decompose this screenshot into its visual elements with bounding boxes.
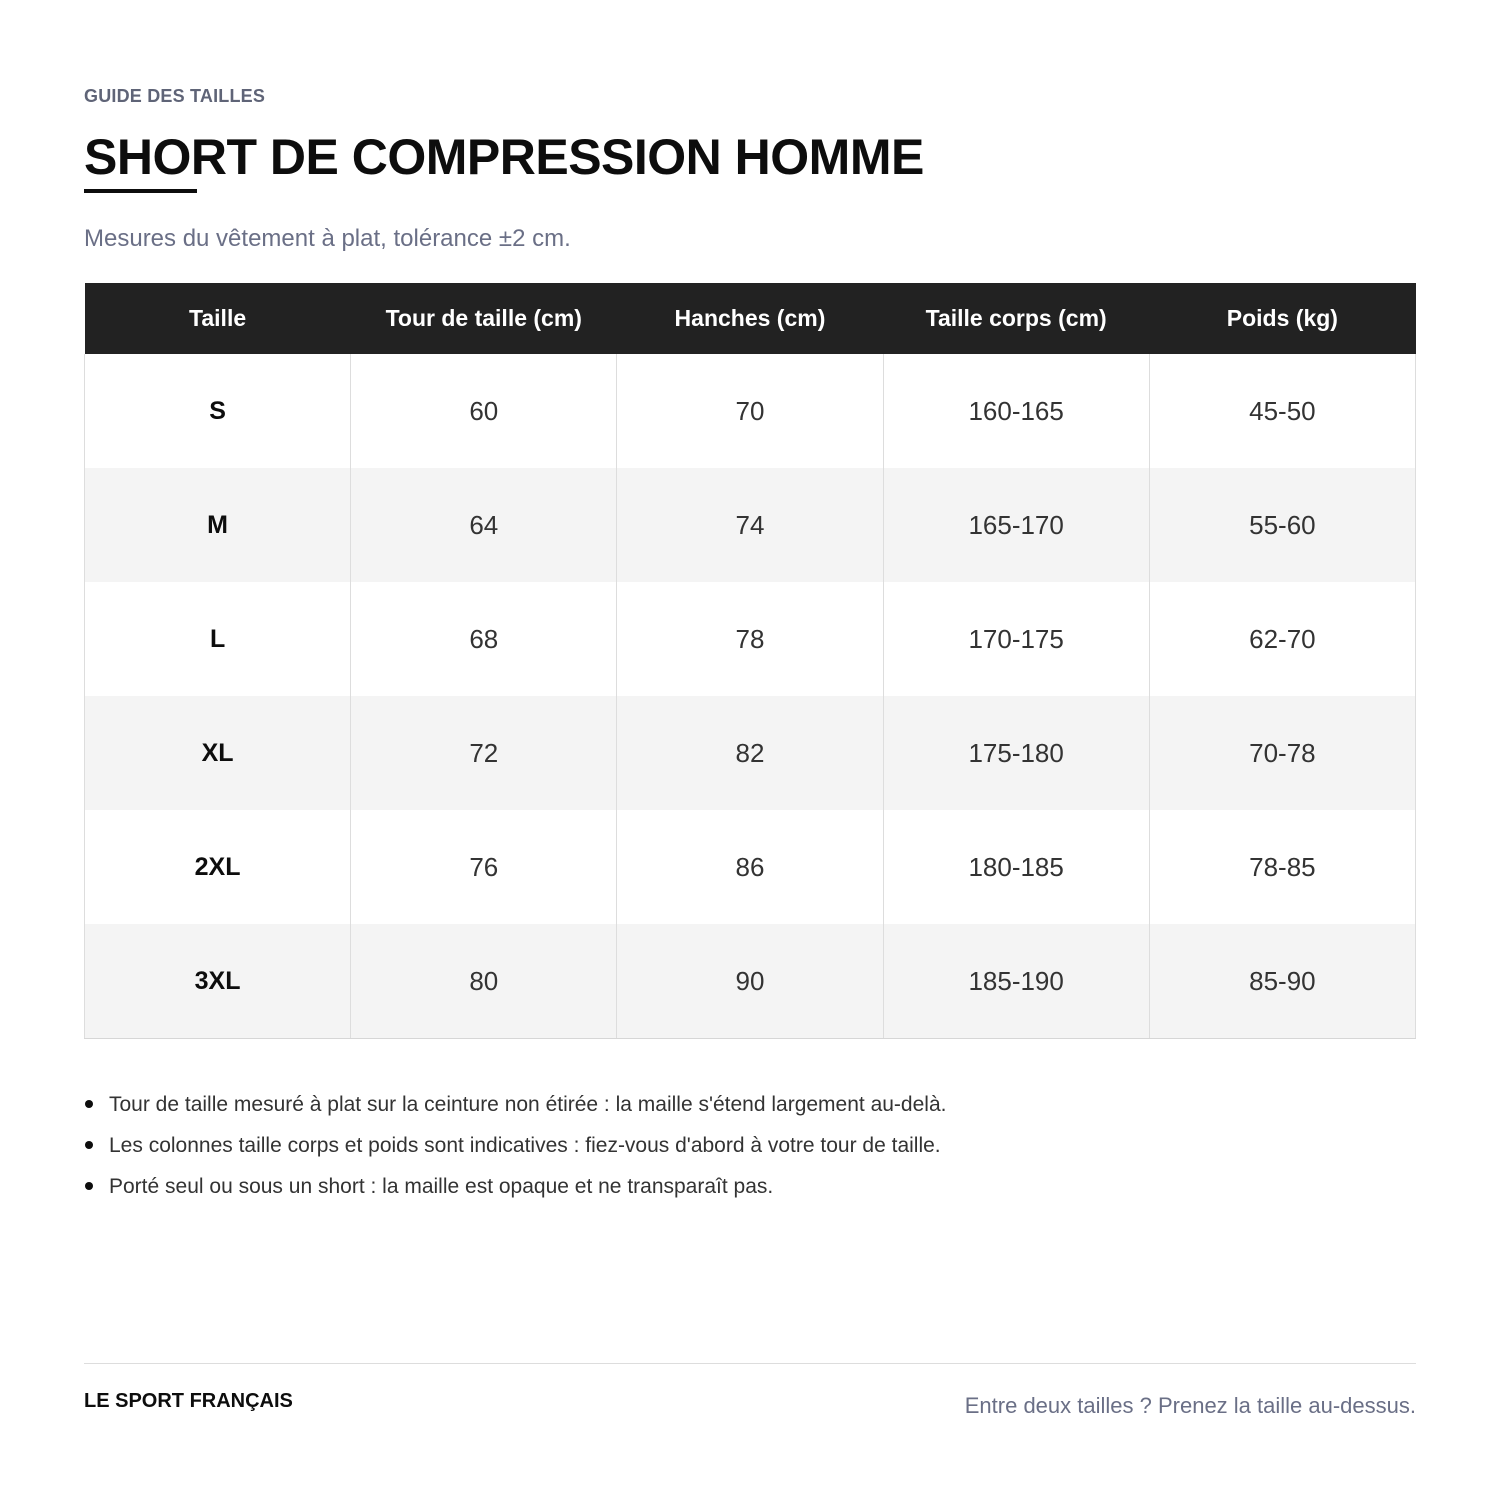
waist-cell: 68 [351,582,617,696]
waist-cell: 80 [351,924,617,1039]
weight-cell: 78-85 [1149,810,1415,924]
note-item [84,1170,946,1211]
page-title: SHORT DE COMPRESSION HOMME [84,129,924,185]
table-row [85,696,1416,810]
brand-name: LE SPORT FRANÇAIS [84,1390,293,1412]
hips-cell: 70 [617,354,883,468]
column-header-height: Taille corps (cm) [883,283,1149,354]
hips-cell: 82 [617,696,883,810]
height-cell: 170-175 [883,582,1149,696]
weight-cell: 62-70 [1149,582,1415,696]
size-cell: L [85,582,351,696]
hips-cell: 78 [617,582,883,696]
size-cell: S [85,354,351,468]
height-cell: 175-180 [883,696,1149,810]
height-cell: 160-165 [883,354,1149,468]
height-cell: 185-190 [883,924,1149,1039]
table-row [85,810,1416,924]
waist-cell: 76 [351,810,617,924]
note-text: Porté seul ou sous un short : la maille est opaque et ne transparaît pas. [109,1175,774,1198]
table-row [85,582,1416,696]
column-header-weight: Poids (kg) [1149,283,1415,354]
height-cell: 165-170 [883,468,1149,582]
notes-list [84,1088,946,1211]
eyebrow-label: GUIDE DES TAILLES [84,86,266,106]
weight-cell: 85-90 [1149,924,1415,1039]
hips-cell: 90 [617,924,883,1039]
height-cell: 180-185 [883,810,1149,924]
note-item [84,1129,946,1170]
hips-cell: 86 [617,810,883,924]
table-row [85,924,1416,1039]
column-header-waist: Tour de taille (cm) [351,283,617,354]
title-underline [84,189,197,193]
size-cell: 3XL [85,924,351,1039]
weight-cell: 55-60 [1149,468,1415,582]
note-text: Tour de taille mesuré à plat sur la ceinture non étirée : la maille s'étend largement au-delà. [109,1093,947,1116]
footer-divider [84,1363,1416,1364]
waist-cell: 64 [351,468,617,582]
bullet-icon [85,1100,93,1108]
waist-cell: 72 [351,696,617,810]
weight-cell: 45-50 [1149,354,1415,468]
size-cell: M [85,468,351,582]
page-subtitle: Mesures du vêtement à plat, tolérance ±2 cm. [84,225,571,252]
note-text: Les colonnes taille corps et poids sont indicatives : fiez-vous d'abord à votre tour de taille. [109,1134,941,1157]
table-row [85,354,1416,468]
weight-cell: 70-78 [1149,696,1415,810]
waist-cell: 60 [351,354,617,468]
bullet-icon [85,1141,93,1149]
table-header-row [85,283,1416,354]
size-table [84,283,1416,1039]
size-cell: XL [85,696,351,810]
note-item [84,1088,946,1129]
size-cell: 2XL [85,810,351,924]
footer-note: Entre deux tailles ? Prenez la taille au-dessus. [964,1393,1416,1418]
column-header-hips: Hanches (cm) [617,283,883,354]
column-header-size: Taille [85,283,351,354]
hips-cell: 74 [617,468,883,582]
bullet-icon [85,1182,93,1190]
table-row [85,468,1416,582]
